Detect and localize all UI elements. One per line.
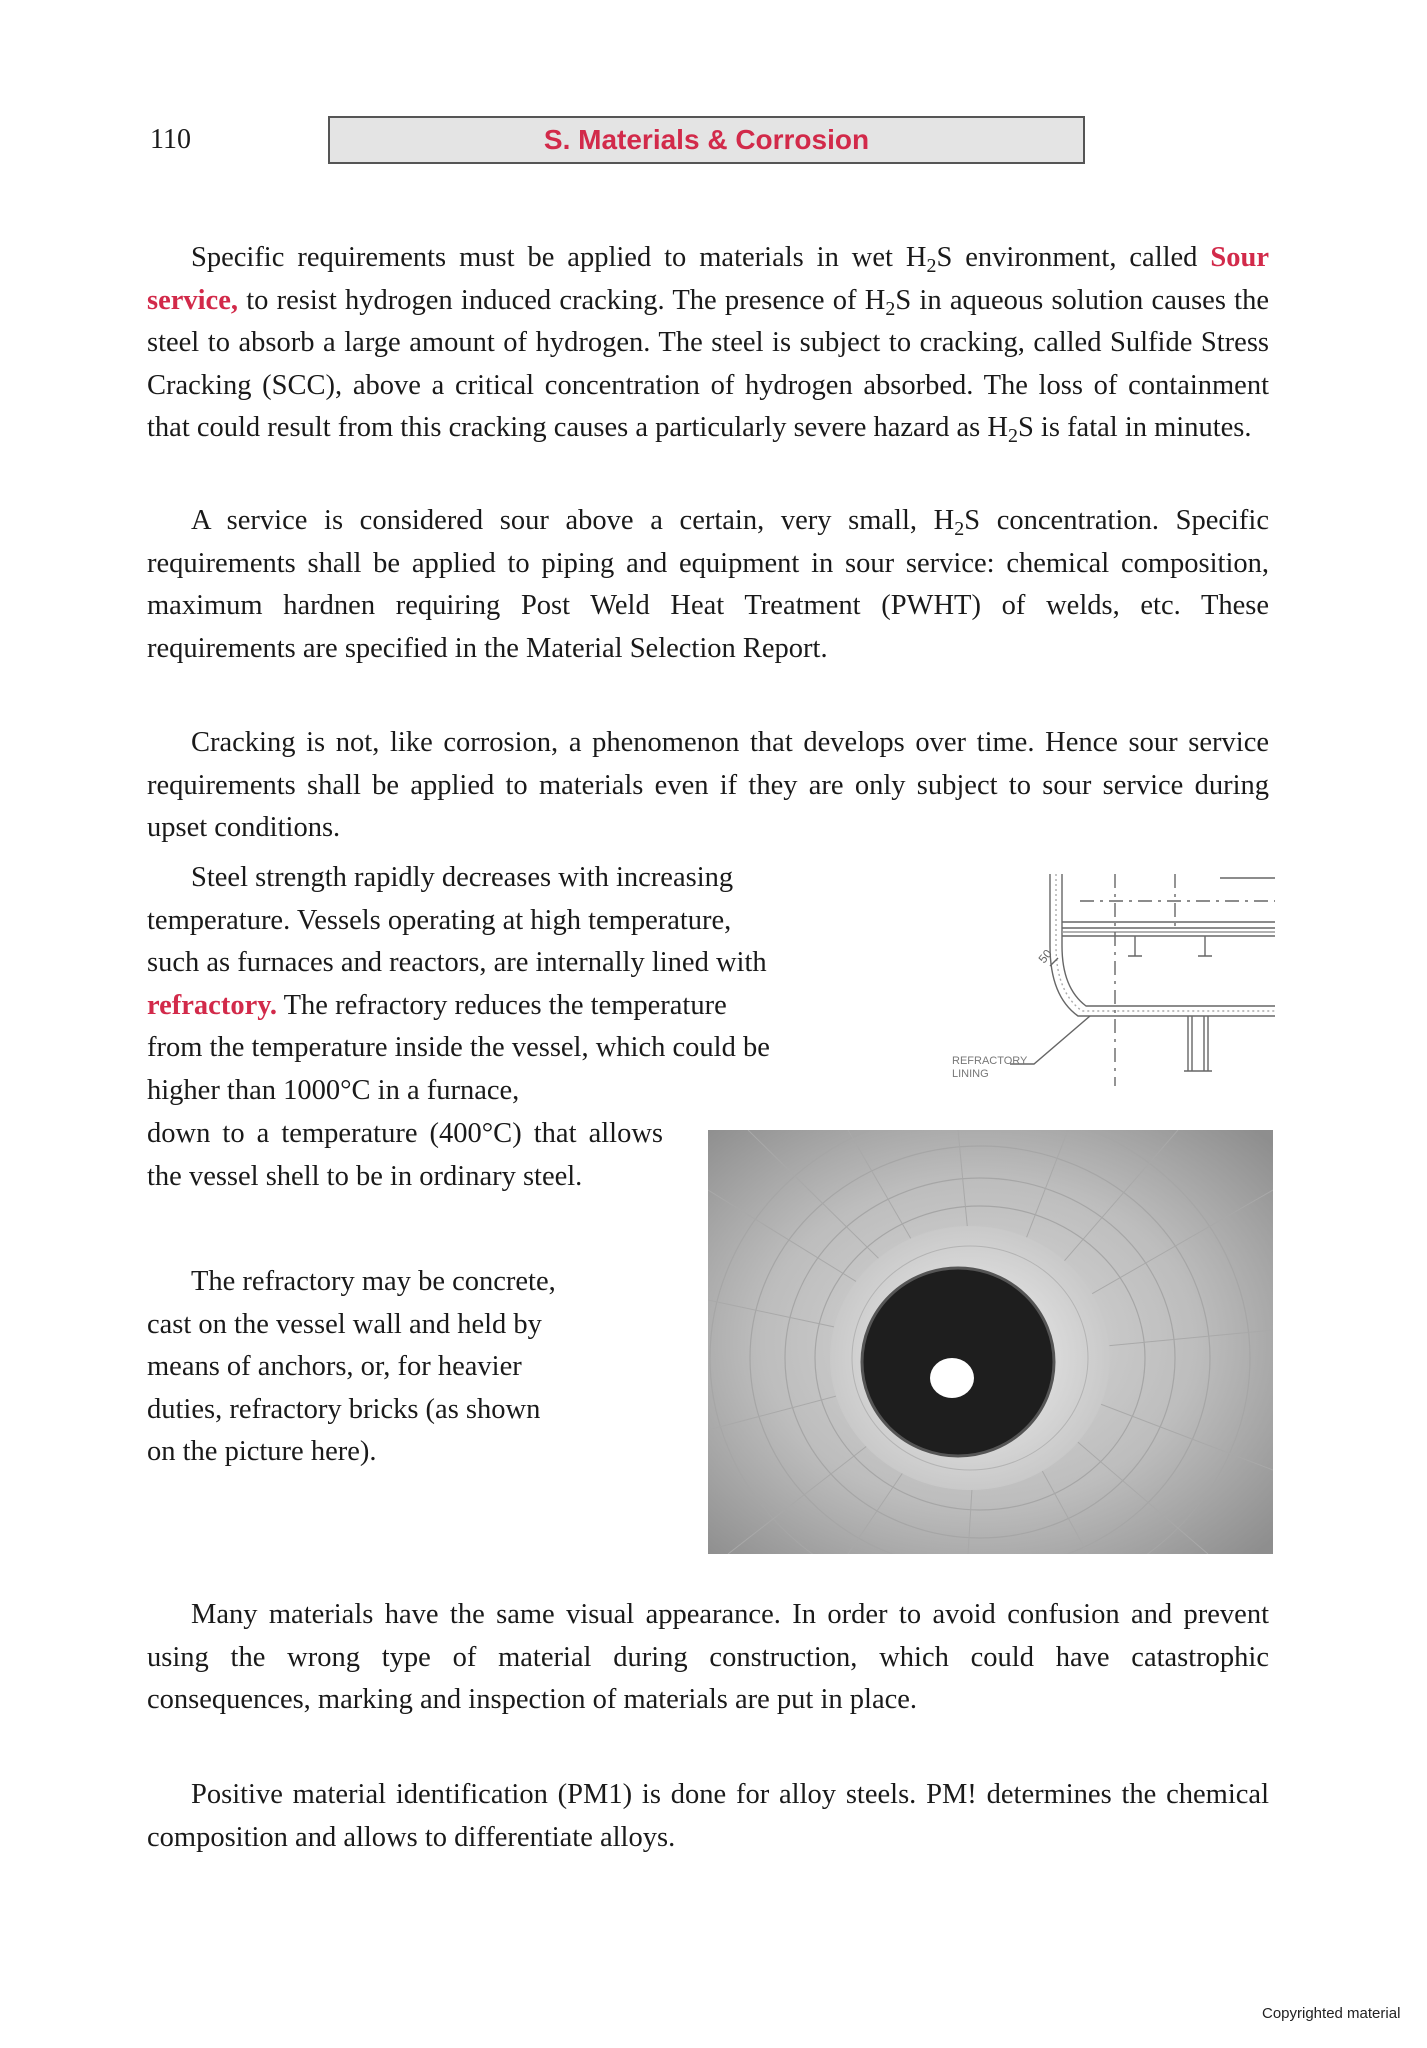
refractory-lining-drawing: [950, 866, 1275, 1086]
refractory-term: refractory.: [147, 989, 278, 1021]
copyright-notice: Copyrighted material: [1262, 2005, 1401, 2022]
paragraph-sour-service: Specific requirements must be applied to materials in wet $H_2S$ environment, called Sour service, to resist hydrogen induced cracking. The presence of $H_2S$ in aqueous solution causes the steel to absorb a large amount of hydrogen. The steel is subject to cracking, called Sulfide Stress Cracking (SCC), above a critical concentration of hydrogen absorbed. The loss of containment that could result from this cracking causes a particularly severe hazard as $H_2S$ is fatal in minutes.: [147, 242, 1270, 448]
page-number: 110: [150, 124, 191, 155]
paragraph-refractory-continued: down to a temperature (400°C) that allows the vessel shell to be in ordinary steel.: [147, 1118, 663, 1192]
refractory-label-line1: REFRACTORY: [952, 1055, 1028, 1067]
paragraph-cracking: Cracking is not, like corrosion, a phenomenon that develops over time. Hence sour service requirements shall be applied to materials even if they are only subject to sour service during upset conditions.: [147, 727, 1269, 844]
paragraph-material-marking: Many materials have the same visual appearance. In order to avoid confusion and prevent using the wrong type of material during construction, which could have catastrophic consequences, marking and inspection of materials are put in place.: [147, 1599, 1269, 1716]
paragraph-pmi: Positive material identification (PM1) is done for alloy steels. PM! determines the chemical composition and allows to differentiate alloys.: [147, 1779, 1269, 1853]
section-title: S. Materials & Corrosion: [328, 116, 1085, 164]
dimension-label: 50: [1035, 946, 1055, 966]
paragraph-refractory-types: The refractory may be concrete, cast on the vessel wall and held by means of anchors, or, for heavier duties, refractory bricks (as shown on the picture here).: [147, 1266, 556, 1468]
paragraph-sour-requirements: A service is considered sour above a certain, very small, $H_2S$ concentration. Specific requirements shall be applied to piping and equipment in sour service: chemical composition, maximum hardnen requiring Post Weld Heat Treatment (PWHT) of welds, etc. These requirements are specified in the Material Selection Report.: [147, 505, 1269, 664]
refractory-bricks-photo: [708, 1130, 1273, 1554]
sour-service-term: Sour service,: [147, 242, 1270, 316]
paragraph-refractory-intro: Steel strength rapidly decreases with increasing temperature. Vessels operating at high temperature, such as furnaces and reactors, are internally lined with refractory. The refractory reduces the temperature from the temperature inside the vessel, which could be higher than 1000°C in a furnace,: [147, 862, 770, 1106]
refractory-label-line2: LINING: [952, 1068, 989, 1080]
